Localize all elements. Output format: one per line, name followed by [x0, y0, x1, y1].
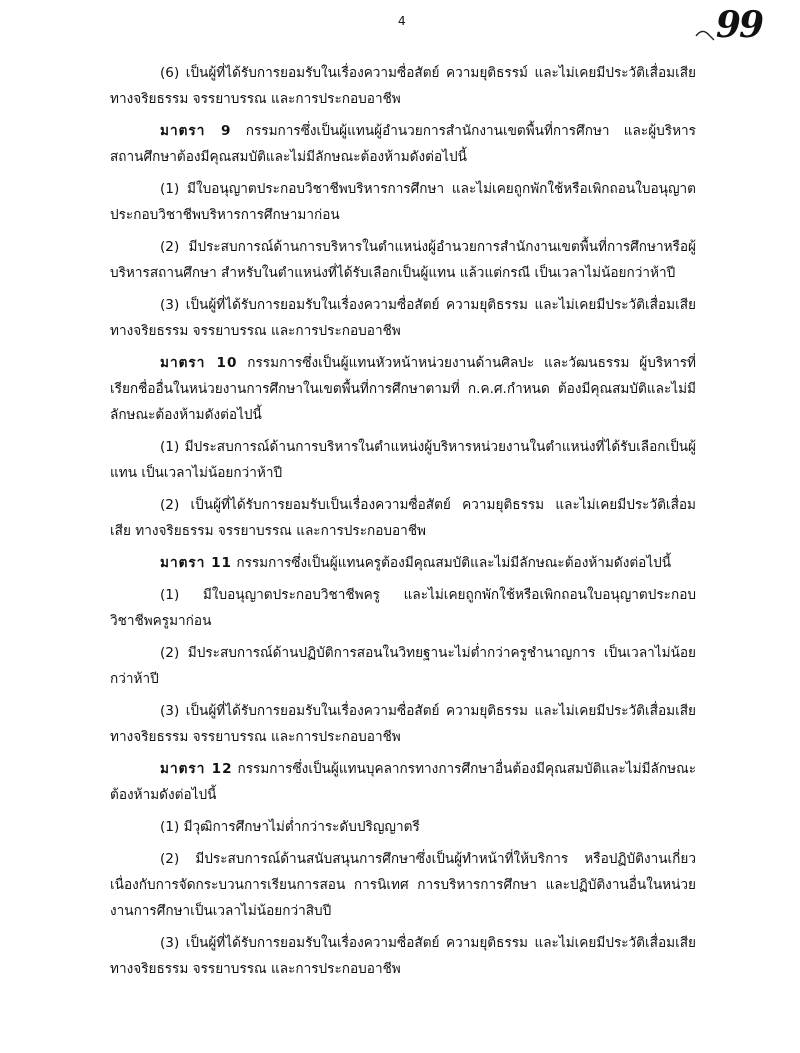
- section-heading: มาตรา 10: [160, 355, 238, 371]
- paragraph-text: (6) เป็นผู้ที่ได้รับการยอมรับในเรื่องความซื่อสัตย์ ความยุติธรรม์ และไม่เคยมีประวัติเสื่อมเสียทางจริยธรรม จรรยาบรรณ และการประกอบอาชีพ: [110, 65, 696, 107]
- clause-paragraph: [110, 846, 696, 924]
- paragraph-text: กรรมการซึ่งเป็นผู้แทนหัวหน้าหน่วยงานด้านศิลปะ และวัฒนธรรม ผู้บริหารที่เรียกชื่ออื่นในหน่วยงานการศึกษาในเขตพื้นที่การศึกษาตามที่ ก.ค.ศ.กำหนด ต้องมีคุณสมบัติและไม่มีลักษณะต้องห้ามดังต่อไปนี้: [110, 355, 696, 423]
- clause-paragraph: [110, 292, 696, 344]
- section-paragraph: [110, 756, 696, 808]
- page-number: 4: [398, 14, 406, 28]
- paragraph-text: (2) เป็นผู้ที่ได้รับการยอมรับเป็นเรื่องความซื่อสัตย์ ความยุติธรรม และไม่เคยมีประวัติเสื่อมเสีย ทางจริยธรรม จรรยาบรรณ และการประกอบอาชีพ: [110, 497, 696, 539]
- paragraph-text: (1) มีใบอนุญาตประกอบวิชาชีพบริหารการศึกษา และไม่เคยถูกพักใช้หรือเพิกถอนใบอนุญาตประกอบวิชาชีพบริหารการศึกษามาก่อน: [110, 181, 696, 223]
- paragraph-text: กรรมการซึ่งเป็นผู้แทนครูต้องมีคุณสมบัติและไม่มีลักษณะต้องห้ามดังต่อไปนี้: [232, 555, 672, 571]
- section-paragraph: [110, 550, 696, 576]
- paragraph-text: (1) มีใบอนุญาตประกอบวิชาชีพครู และไม่เคยถูกพักใช้หรือเพิกถอนใบอนุญาตประกอบวิชาชีพครูมาก่อน: [110, 587, 696, 629]
- paragraph-text: (3) เป็นผู้ที่ได้รับการยอมรับในเรื่องความซื่อสัตย์ ความยุติธรรม และไม่เคยมีประวัติเสื่อมเสียทางจริยธรรม จรรยาบรรณ และการประกอบอาชีพ: [110, 935, 696, 977]
- paragraph-text: กรรมการซึ่งเป็นผู้แทนบุคลากรทางการศึกษาอื่นต้องมีคุณสมบัติและไม่มีลักษณะต้องห้ามดังต่อไปนี้: [110, 761, 696, 803]
- paragraph-text: (2) มีประสบการณ์ด้านปฏิบัติการสอนในวิทยฐานะไม่ต่ำกว่าครูชำนาญการ เป็นเวลาไม่น้อยกว่าห้าปี: [110, 645, 696, 687]
- section-paragraph: [110, 350, 696, 428]
- paragraph-text: (2) มีประสบการณ์ด้านสนับสนุนการศึกษาซึ่งเป็นผู้ทำหน้าที่ให้บริการ หรือปฏิบัติงานเกี่ยวเนื่องกับการจัดกระบวนการเรียนการสอน การนิเทศ การบริหารการศึกษา และปฏิบัติงานอื่นในหน่วยงานการศึกษาเป็นเวลาไม่น้อยกว่าสิบปี: [110, 851, 696, 919]
- clause-paragraph: [110, 582, 696, 634]
- clause-paragraph: [110, 234, 696, 286]
- section-paragraph: [110, 118, 696, 170]
- paragraph-text: กรรมการซึ่งเป็นผู้แทนผู้อำนวยการสำนักงานเขตพื้นที่การศึกษา และผู้บริหารสถานศึกษาต้องมีคุณสมบัติและไม่มีลักษณะต้องห้ามดังต่อไปนี้: [110, 123, 696, 165]
- paragraph-text: (3) เป็นผู้ที่ได้รับการยอมรับในเรื่องความซื่อสัตย์ ความยุติธรรม และไม่เคยมีประวัติเสื่อมเสียทางจริยธรรม จรรยาบรรณ และการประกอบอาชีพ: [110, 703, 696, 745]
- clause-paragraph: [110, 492, 696, 544]
- section-heading: มาตรา 12: [160, 761, 233, 777]
- clause-paragraph: [110, 814, 696, 840]
- paragraph-text: (3) เป็นผู้ที่ได้รับการยอมรับในเรื่องความซื่อสัตย์ ความยุติธรรม และไม่เคยมีประวัติเสื่อมเสียทางจริยธรรม จรรยาบรรณ และการประกอบอาชีพ: [110, 297, 696, 339]
- paragraph-text: (1) มีประสบการณ์ด้านการบริหารในตำแหน่งผู้บริหารหน่วยงานในตำแหน่งที่ได้รับเลือกเป็นผู้แทน เป็นเวลาไม่น้อยกว่าห้าปี: [110, 439, 696, 481]
- clause-paragraph: [110, 640, 696, 692]
- clause-paragraph: [110, 930, 696, 982]
- clause-paragraph: [110, 698, 696, 750]
- handwritten-mark-icon: [694, 22, 716, 44]
- section-heading: มาตรา 11: [160, 555, 233, 571]
- clause-paragraph: [110, 176, 696, 228]
- clause-paragraph: [110, 434, 696, 486]
- clause-paragraph: [110, 60, 696, 112]
- paragraph-text: (2) มีประสบการณ์ด้านการบริหารในตำแหน่งผู้อำนวยการสำนักงานเขตพื้นที่การศึกษาหรือผู้บริหารสถานศึกษา สำหรับในตำแหน่งที่ได้รับเลือกเป็นผู้แทน แล้วแต่กรณี เป็นเวลาไม่น้อยกว่าห้าปี: [110, 239, 696, 281]
- paragraph-text: (1) มีวุฒิการศึกษาไม่ต่ำกว่าระดับปริญญาตรี: [160, 819, 420, 835]
- document-body: [110, 60, 696, 988]
- handwritten-page-stamp: 99: [715, 4, 762, 46]
- section-heading: มาตรา 9: [160, 123, 232, 139]
